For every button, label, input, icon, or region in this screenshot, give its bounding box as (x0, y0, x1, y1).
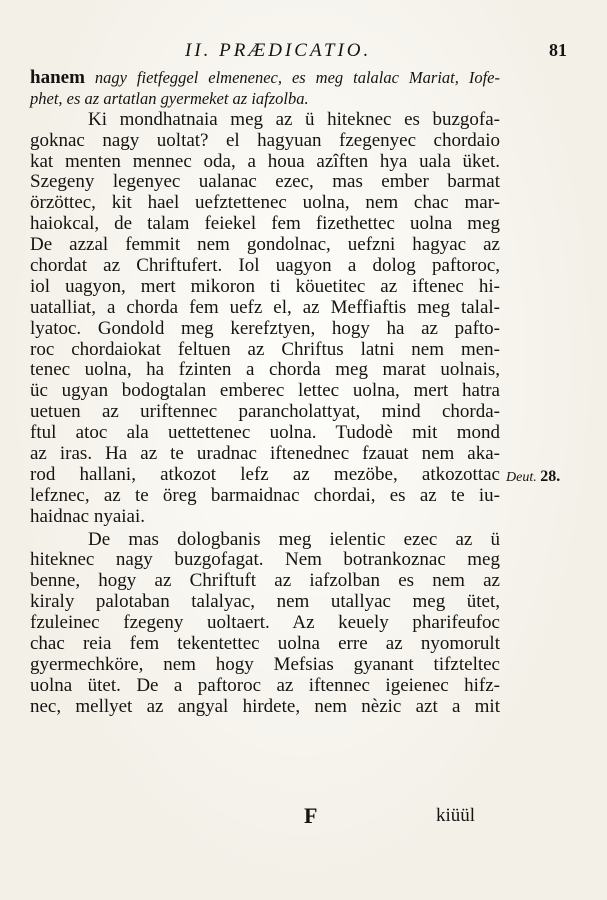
opening-word: hanem (30, 67, 85, 88)
main-text (30, 68, 500, 718)
text-line: az iras. Ha az te uradnac iftenednec fzauat nem aka- (30, 443, 500, 465)
text-line: haiokcal, de talam feiekel fem fizethettec uolna meg (30, 213, 500, 235)
text-line: De azzal femmit nem gondolnac, uefzni hagyac az (30, 234, 500, 256)
text-line: lefznec, az te öreg barmaidnac chordai, es az te iu- (30, 484, 500, 506)
text-line (30, 68, 500, 89)
paragraph-1 (30, 110, 500, 528)
text-line: fzuleinec fzegeny uoltaert. Az keuely pharifeufoc (30, 612, 500, 634)
text-line: gyermechköre, nem hogy Mefsias gyanant tifzteltec (30, 653, 500, 675)
catchword: kiüül (436, 805, 476, 826)
text-line: haidnac nyaiai. (30, 505, 146, 527)
text-line: tenec uolna, ha fzinten a chorda meg marat uolnais, (30, 359, 500, 381)
text-line: De mas dologbanis meg ielentic ezec az ü (88, 528, 500, 550)
opening-lines (30, 68, 500, 110)
running-title: II. PRÆDICATIO. (185, 40, 372, 61)
text-line-rest: phet, es az artatlan gyermeket az iafzolba. (30, 88, 309, 108)
page-footer (0, 803, 607, 827)
text-line: örzöttec, kit hael uefztettenec uolna, nem chac mar- (30, 192, 500, 214)
text-line (30, 89, 500, 110)
text-line: goknac nagy uoltat? el hagyuan fzegenyec chordaio (30, 129, 500, 151)
running-head (0, 40, 607, 66)
text-line: iol uagyon, mert mikoron ti köuetitec az iftenec hi- (30, 275, 500, 297)
paragraph-2 (30, 530, 500, 718)
text-line: uetuen az uriftennec parancholattyat, mind chorda- (30, 401, 500, 423)
margin-reference (506, 468, 560, 486)
signature-mark: F (304, 803, 318, 828)
page-number: 81 (549, 40, 567, 60)
text-line: chordat az Chriftufert. Iol uagyon a dolog paftoroc, (30, 255, 500, 277)
text-line: uatalliat, a chorda fem uefz el, az Meffiaftis meg talal- (30, 296, 500, 318)
text-line: uolna ütet. De a paftoroc az iftennec igeienec hifz- (30, 674, 500, 696)
text-line-rest: nagy fietfeggel elmenenec, es meg talalac Mariat, Iofe- (84, 68, 500, 87)
text-line: lyatoc. Gondold meg kerefztyen, hogy ha az pafto- (30, 317, 500, 339)
text-line: nec, mellyet az angyal hirdete, nem nèzic azt a mit (30, 695, 500, 717)
text-line: roc chordaiokat feltuen az Chriftus latni nem men- (30, 338, 500, 360)
text-line: kat menten mennec oda, a houa azîften hya uala üket. (30, 150, 500, 172)
text-line: ftul atoc ala uettettenec uolna. Tudodè mit mond (30, 422, 500, 444)
text-line: Szegeny legenyec ualanac ezec, mas ember barmat (30, 171, 500, 193)
text-line: rod hallani, atkozot lefz az mezöbe, atkozottac (30, 463, 500, 485)
text-line: chac reia fem tekentettec uolna erre az nyomorult (30, 633, 500, 655)
margin-reference-chapter: 28. (540, 468, 561, 485)
text-line: Ki mondhatnaia meg az ü hiteknec es buzgofa- (88, 108, 500, 130)
text-line: benne, hogy az Chriftuft az iafzolban es nem az (30, 570, 500, 592)
text-line: üc ugyan bodogtalan emberec lettec uolna, mert hatra (30, 380, 500, 402)
margin-reference-book: Deut. (506, 470, 537, 485)
text-line: hiteknec nagy buzgofagat. Nem botrankoznac meg (30, 549, 500, 571)
text-line: kiraly palotaban talalyac, nem utallyac meg ütet, (30, 591, 500, 613)
